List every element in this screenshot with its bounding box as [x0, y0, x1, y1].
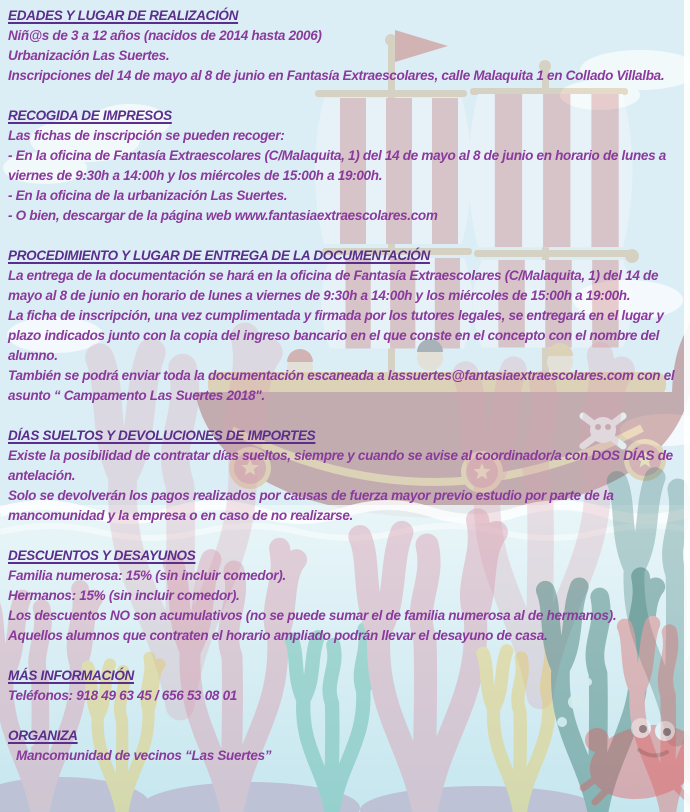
- section-mas-informacion: [8, 666, 686, 706]
- section-organiza: [8, 726, 686, 766]
- section-heading-procedimiento: PROCEDIMIENTO Y LUGAR DE ENTREGA DE LA DOCUMENTACIÓN: [8, 248, 430, 263]
- paragraph-recogida-oficina-fantasia: - En la oficina de Fantasía Extraescolares (C/Malaquita, 1) del 14 de mayo al 8 de junio en horario de lunes a viernes de 9:30h a 14:00h y los miércoles de 15:00h a 19:00h.: [8, 148, 666, 183]
- paragraph-desayuno-casa: Aquellos alumnos que contraten el horario ampliado podrán llevar el desayuno de casa.: [8, 628, 548, 643]
- paragraph-descuentos-no-acumulativos: Los descuentos NO son acumulativos (no se puede sumar el de familia numerosa al de hermanos).: [8, 608, 617, 623]
- paragraph-entrega-oficina: La entrega de la documentación se hará en la oficina de Fantasía Extraescolares (C/Malaquita, 1) del 14 de mayo al 8 de junio en horario de lunes a viernes de 9:30h a 14:00h y los miércoles de 15:00h a 19:00h.: [8, 268, 659, 303]
- section-recogida-impresos: [8, 106, 686, 226]
- paragraph-descuento-familia-numerosa: Familia numerosa: 15% (sin incluir comedor).: [8, 568, 286, 583]
- section-dias-sueltos: [8, 426, 686, 526]
- paragraph-telefonos: Teléfonos: 918 49 63 45 / 656 53 08 01: [8, 688, 238, 703]
- section-heading-mas-informacion: MÁS INFORMACIÓN: [8, 668, 134, 683]
- paragraph-dias-sueltos-devoluciones: Solo se devolverán los pagos realizados por causas de fuerza mayor previo estudio por parte de la mancomunidad y la empresa o en caso de no realizarse.: [8, 488, 614, 523]
- section-procedimiento-entrega: [8, 246, 686, 406]
- paragraph-descuento-hermanos: Hermanos: 15% (sin incluir comedor).: [8, 588, 240, 603]
- section-heading-dias-sueltos: DÍAS SUELTOS Y DEVOLUCIONES DE IMPORTES: [8, 428, 316, 443]
- paragraph-entrega-ficha: La ficha de inscripción, una vez cumplimentada y firmada por los tutores legales, se entregará en el lugar y plazo indicados junto con la copia del ingreso bancario en el que conste en el concepto con el nombre del alumno.: [8, 308, 664, 363]
- paragraph-recogida-web: - O bien, descargar de la página web www.fantasiaextraescolares.com: [8, 208, 438, 223]
- paragraph-organizador: Mancomunidad de vecinos “Las Suertes”: [16, 748, 272, 763]
- section-edades-y-lugar: [8, 6, 686, 86]
- paragraph-edades-lugar: Urbanización Las Suertes.: [8, 48, 170, 63]
- paragraph-edades-inscripciones: Inscripciones del 14 de mayo al 8 de junio en Fantasía Extraescolares, calle Malaquita 1 en Collado Villalba.: [8, 68, 665, 83]
- section-descuentos-desayunos: [8, 546, 686, 646]
- section-heading-organiza: ORGANIZA: [8, 728, 78, 743]
- paragraph-dias-sueltos-aviso: Existe la posibilidad de contratar días sueltos, siempre y cuando se avise al coordinador/a con DOS DÍAS de antelación.: [8, 448, 673, 483]
- section-heading-recogida: RECOGIDA DE IMPRESOS: [8, 108, 172, 123]
- section-heading-edades: EDADES Y LUGAR DE REALIZACIÓN: [8, 8, 239, 23]
- paragraph-entrega-email: También se podrá enviar toda la documentación escaneada a lassuertes@fantasiaextraescolares.com con el asunto “ Campamento Las Suertes 2018".: [8, 368, 675, 403]
- paragraph-recogida-oficina-urbanizacion: - En la oficina de la urbanización Las Suertes.: [8, 188, 288, 203]
- section-heading-descuentos: DESCUENTOS Y DESAYUNOS: [8, 548, 196, 563]
- paragraph-recogida-intro: Las fichas de inscripción se pueden recoger:: [8, 128, 285, 143]
- paragraph-edades-rango: Niñ@s de 3 a 12 años (nacidos de 2014 hasta 2006): [8, 28, 322, 43]
